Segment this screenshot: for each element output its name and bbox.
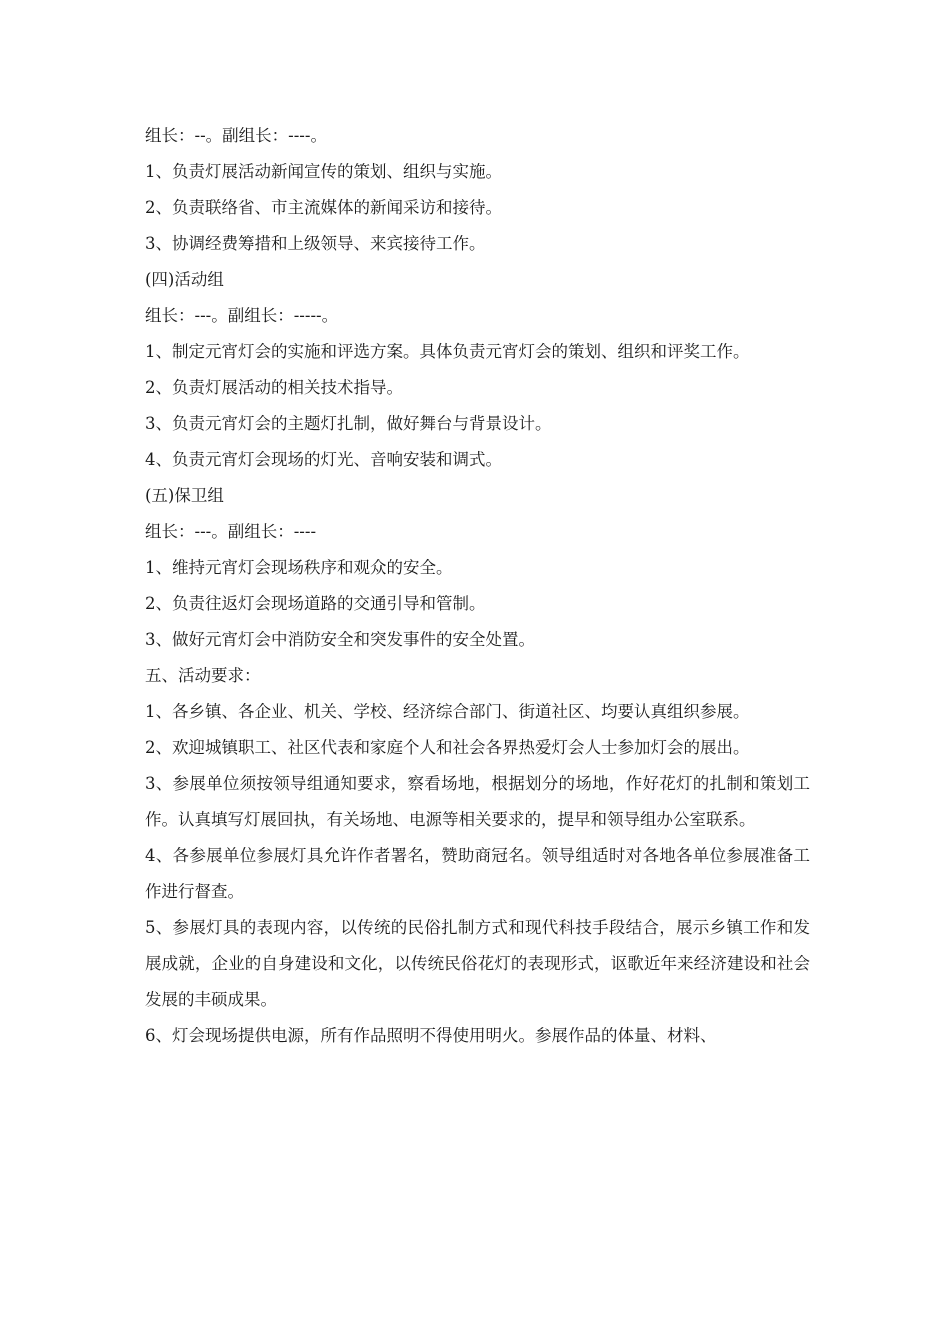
paragraph: 6、灯会现场提供电源，所有作品照明不得使用明火。参展作品的体量、材料、 xyxy=(145,1026,717,1045)
group-leader-line: 组长：---。副组长：-----。 xyxy=(145,306,339,325)
paragraph: 3、协调经费筹措和上级领导、来宾接待工作。 xyxy=(145,234,486,253)
section-heading: 五、活动要求： xyxy=(145,666,261,685)
paragraph: 2、负责往返灯会现场道路的交通引导和管制。 xyxy=(145,594,486,613)
paragraph: 2、负责灯展活动的相关技术指导。 xyxy=(145,378,403,397)
section-heading: (四)活动组 xyxy=(145,270,224,289)
group-leader-line: 组长：--。副组长：----。 xyxy=(145,126,327,145)
section-heading: (五)保卫组 xyxy=(145,486,224,505)
paragraph: 2、欢迎城镇职工、社区代表和家庭个人和社会各界热爱灯会人士参加灯会的展出。 xyxy=(145,738,750,757)
paragraph: 4、各参展单位参展灯具允许作者署名，赞助商冠名。领导组适时对各地各单位参展准备工作进行督查。 xyxy=(145,846,810,901)
paragraph: 1、各乡镇、各企业、机关、学校、经济综合部门、街道社区、均要认真组织参展。 xyxy=(145,702,750,721)
document-body xyxy=(145,118,810,1054)
paragraph: 3、负责元宵灯会的主题灯扎制，做好舞台与背景设计。 xyxy=(145,414,552,433)
paragraph: 1、负责灯展活动新闻宣传的策划、组织与实施。 xyxy=(145,162,502,181)
paragraph: 1、制定元宵灯会的实施和评选方案。具体负责元宵灯会的策划、组织和评奖工作。 xyxy=(145,342,750,361)
paragraph: 4、负责元宵灯会现场的灯光、音响安装和调式。 xyxy=(145,450,502,469)
paragraph: 3、参展单位须按领导组通知要求，察看场地，根据划分的场地，作好花灯的扎制和策划工作。认真填写灯展回执，有关场地、电源等相关要求的，提早和领导组办公室联系。 xyxy=(145,774,810,829)
group-leader-line: 组长：---。副组长：---- xyxy=(145,522,317,541)
paragraph: 1、维持元宵灯会现场秩序和观众的安全。 xyxy=(145,558,453,577)
paragraph: 5、参展灯具的表现内容，以传统的民俗扎制方式和现代科技手段结合，展示乡镇工作和发展成就，企业的自身建设和文化，以传统民俗花灯的表现形式，讴歌近年来经济建设和社会发展的丰硕成果。 xyxy=(145,918,810,1009)
paragraph: 3、做好元宵灯会中消防安全和突发事件的安全处置。 xyxy=(145,630,535,649)
paragraph: 2、负责联络省、市主流媒体的新闻采访和接待。 xyxy=(145,198,502,217)
